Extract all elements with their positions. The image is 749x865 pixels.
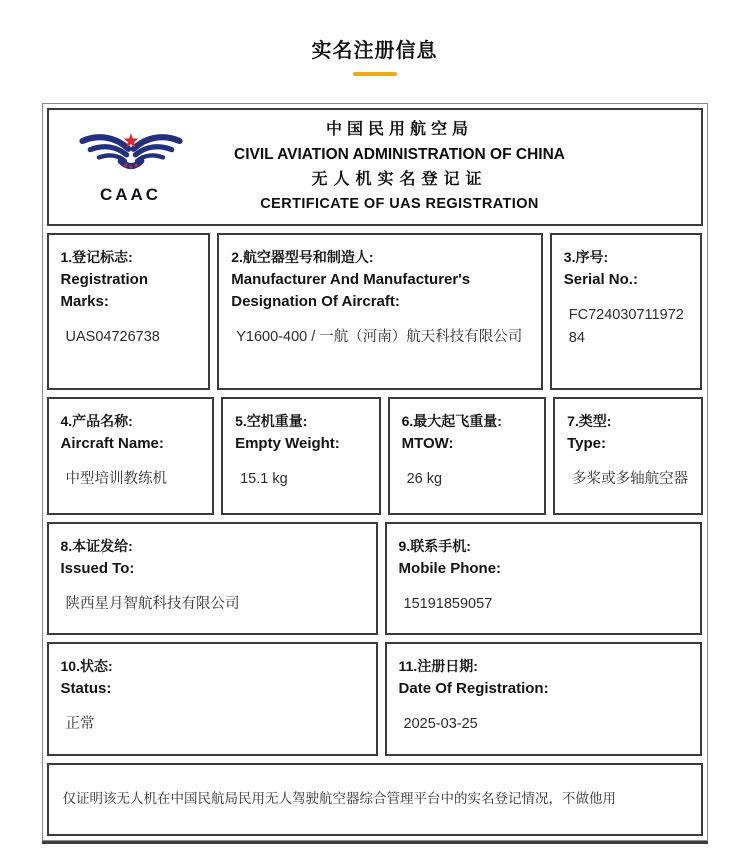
field-label-en: Type: — [567, 435, 606, 453]
field-label-cn: 3.序号: — [563, 249, 609, 265]
field-label-cn: 7.类型: — [567, 413, 612, 429]
field-manufacturer — [217, 233, 543, 390]
field-label-en: Registration Marks: — [60, 271, 149, 310]
field-label-cn: 2.航空器型号和制造人: — [231, 249, 374, 265]
caac-logo-text: CAAC — [99, 185, 162, 204]
certificate-title-en: CERTIFICATE OF UAS REGISTRATION — [260, 196, 539, 212]
org-name-cn: 中国民用航空局 — [325, 121, 473, 138]
field-type — [553, 397, 702, 515]
field-label-cn: 6.最大起飞重量: — [401, 413, 502, 429]
certificate-row-3 — [47, 522, 703, 635]
field-mobile-phone — [385, 522, 703, 635]
field-label-en: Empty Weight: — [235, 435, 340, 453]
field-value: 中型培训教练机 — [65, 470, 167, 487]
field-registration-marks — [47, 233, 211, 390]
field-label-en: MTOW: — [401, 435, 454, 453]
certificate-row-2 — [47, 397, 703, 515]
field-value: 正常 — [65, 715, 95, 732]
field-label-cn: 11.注册日期: — [398, 658, 478, 674]
field-label-en: Status: — [60, 680, 112, 698]
field-label-cn: 4.产品名称: — [60, 413, 133, 429]
field-value: 26 kg — [406, 470, 443, 487]
field-status — [47, 642, 378, 756]
certificate-header — [47, 108, 703, 226]
certificate-row-1 — [47, 233, 703, 390]
field-value: FC72403071197284 — [568, 306, 684, 347]
field-value: 陕西星月智航科技有限公司 — [65, 595, 240, 612]
page-title: 实名注册信息 — [311, 40, 438, 62]
field-value: UAS04726738 — [65, 328, 160, 345]
org-name-en: CIVIL AVIATION ADMINISTRATION OF CHINA — [234, 146, 565, 163]
field-label-en: Issued To: — [60, 560, 135, 578]
title-underline-bar — [353, 72, 397, 76]
field-label-en: Date Of Registration: — [398, 680, 549, 698]
field-value: 2025-03-25 — [403, 715, 478, 732]
caac-wings-icon — [79, 129, 183, 179]
uas-registration-certificate — [42, 103, 708, 841]
field-serial-no — [550, 233, 703, 390]
field-value: 15.1 kg — [240, 470, 288, 487]
field-empty-weight — [221, 397, 381, 515]
field-label-cn: 5.空机重量: — [235, 413, 308, 429]
field-label-cn: 8.本证发给: — [60, 538, 133, 554]
field-date-of-registration — [385, 642, 703, 756]
field-label-en: Aircraft Name: — [60, 435, 164, 453]
field-aircraft-name — [47, 397, 215, 515]
field-mtow — [388, 397, 547, 515]
field-value: 多桨或多轴航空器 — [572, 470, 689, 487]
caac-logo — [77, 129, 185, 205]
field-label-cn: 1.登记标志: — [60, 249, 133, 265]
field-label-en: Manufacturer And Manufacturer's Designation Of Aircraft: — [231, 271, 471, 310]
certificate-row-4 — [47, 642, 703, 756]
certificate-title-cn: 无人机实名登记证 — [311, 171, 488, 188]
field-label-en: Mobile Phone: — [398, 560, 502, 578]
field-label-cn: 9.联系手机: — [398, 538, 471, 554]
field-value: 15191859057 — [403, 595, 493, 612]
field-label-en: Serial No.: — [563, 271, 638, 289]
field-label-cn: 10.状态: — [60, 658, 113, 674]
field-issued-to — [47, 522, 378, 635]
certificate-footer-note: 仅证明该无人机在中国民航局民用无人驾驶航空器综合管理平台中的实名登记情况，不做他用 — [47, 763, 703, 836]
field-value: Y1600-400 / 一航（河南）航天科技有限公司 — [236, 328, 523, 345]
